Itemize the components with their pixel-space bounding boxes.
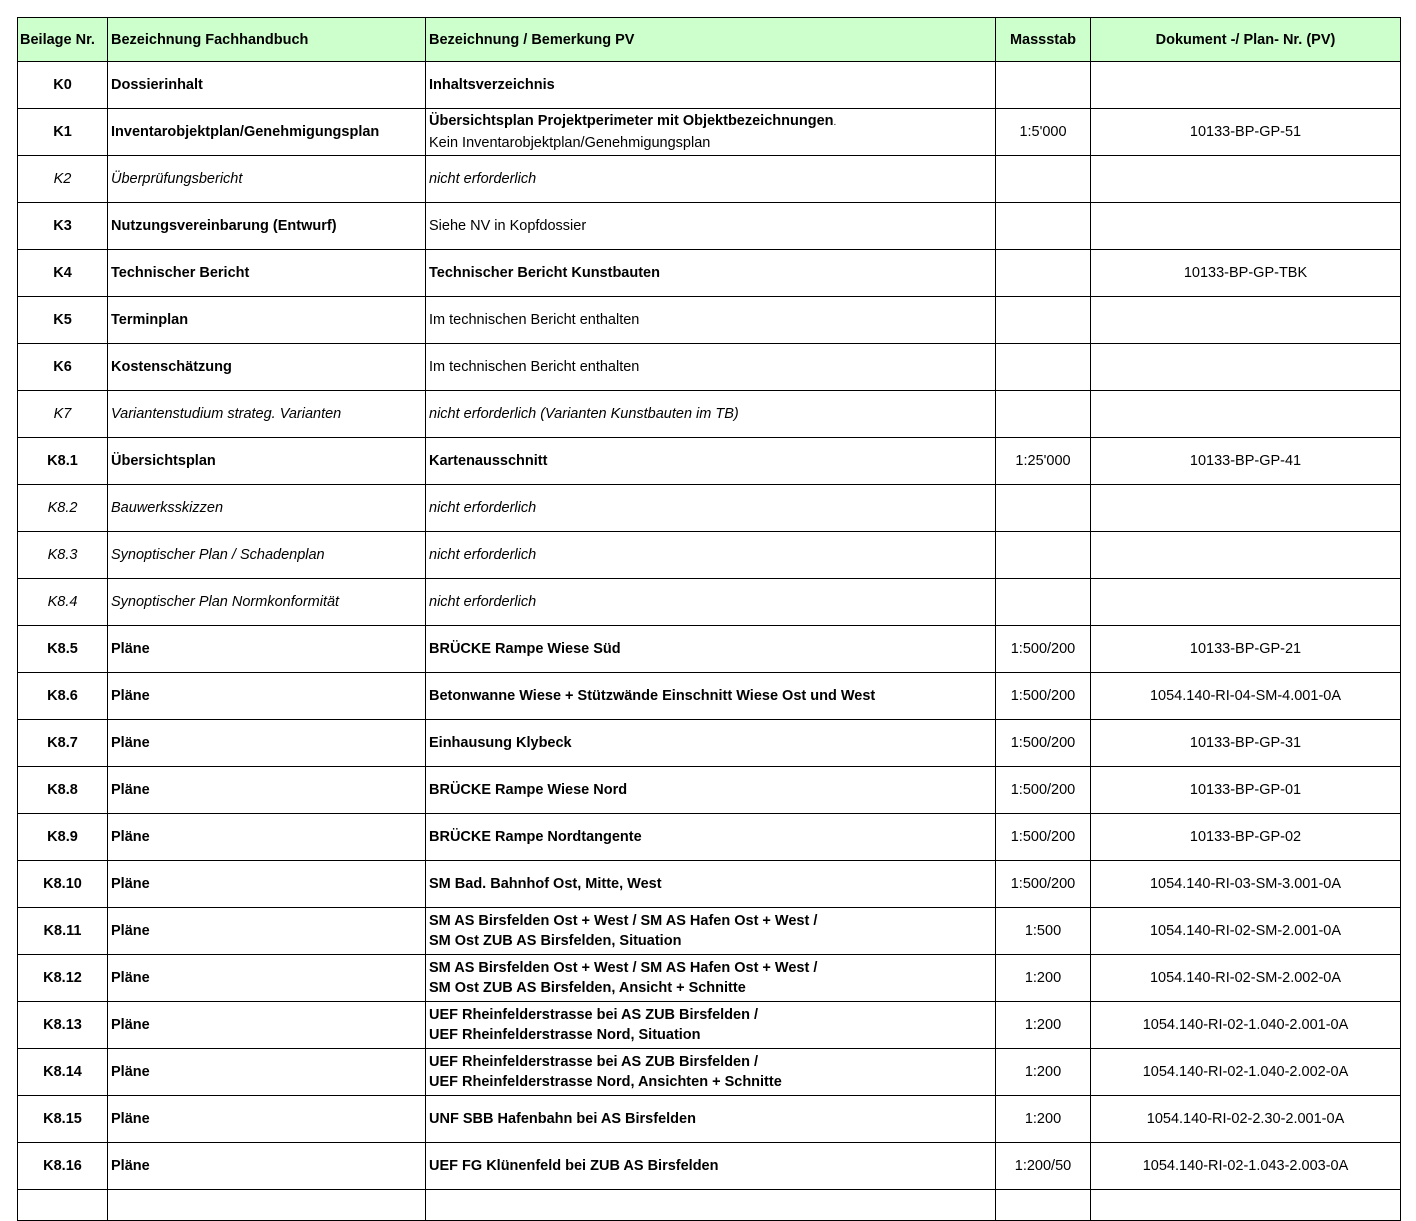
massstab: [996, 297, 1091, 344]
bezeichnung-fachhandbuch: Nutzungsvereinbarung (Entwurf): [108, 203, 426, 250]
massstab: 1:500: [996, 908, 1091, 955]
bezeichnung-pv: Inhaltsverzeichnis: [426, 62, 996, 109]
beilage-nr: K1: [18, 109, 108, 156]
dokument-nr: 1054.140-RI-02-SM-2.002-0A: [1091, 955, 1401, 1002]
dokument-nr: 10133-BP-GP-02: [1091, 814, 1401, 861]
massstab: [996, 203, 1091, 250]
massstab: 1:200: [996, 1096, 1091, 1143]
beilage-nr: K8.8: [18, 767, 108, 814]
bezeichnung-pv: UEF FG Klünenfeld bei ZUB AS Birsfelden: [426, 1143, 996, 1190]
beilage-nr: K8.2: [18, 485, 108, 532]
table-row-empty: [18, 1190, 1401, 1221]
bezeichnung-fachhandbuch: Pläne: [108, 626, 426, 673]
header-row: [18, 18, 1401, 62]
dokument-nr: 1054.140-RI-02-2.30-2.001-0A: [1091, 1096, 1401, 1143]
bezeichnung-pv: [426, 1190, 996, 1221]
beilage-nr: K8.12: [18, 955, 108, 1002]
dokument-nr: 1054.140-RI-02-SM-2.001-0A: [1091, 908, 1401, 955]
dokument-nr: 1054.140-RI-02-1.040-2.001-0A: [1091, 1002, 1401, 1049]
beilage-nr: K0: [18, 62, 108, 109]
bezeichnung-fachhandbuch: Variantenstudium strateg. Varianten: [108, 391, 426, 438]
beilage-nr: K8.6: [18, 673, 108, 720]
bezeichnung-fachhandbuch: Pläne: [108, 861, 426, 908]
beilage-nr: K5: [18, 297, 108, 344]
bezeichnung-pv: BRÜCKE Rampe Wiese Süd: [426, 626, 996, 673]
bezeichnung-fachhandbuch: Pläne: [108, 673, 426, 720]
table-row: [18, 1096, 1401, 1143]
dokument-nr: 10133-BP-GP-41: [1091, 438, 1401, 485]
bezeichnung-pv: nicht erforderlich: [426, 485, 996, 532]
table-row: [18, 673, 1401, 720]
bezeichnung-pv-line-1: [429, 111, 992, 133]
bezeichnung-fachhandbuch: Übersichtsplan: [108, 438, 426, 485]
beilage-nr: K6: [18, 344, 108, 391]
bezeichnung-fachhandbuch: Pläne: [108, 767, 426, 814]
bezeichnung-fachhandbuch: Dossierinhalt: [108, 62, 426, 109]
bezeichnung-fachhandbuch: Bauwerksskizzen: [108, 485, 426, 532]
bezeichnung-pv: nicht erforderlich: [426, 579, 996, 626]
massstab: 1:200: [996, 1002, 1091, 1049]
beilage-nr: K8.15: [18, 1096, 108, 1143]
table-row: [18, 344, 1401, 391]
bezeichnung-pv: BRÜCKE Rampe Wiese Nord: [426, 767, 996, 814]
table-row: [18, 203, 1401, 250]
bezeichnung-pv-line-1: UEF Rheinfelderstrasse bei AS ZUB Birsfelden /: [429, 1054, 759, 1070]
table-row: [18, 955, 1401, 1002]
dokument-nr: [1091, 203, 1401, 250]
dokument-nr: 10133-BP-GP-51: [1091, 109, 1401, 156]
bezeichnung-pv: Einhausung Klybeck: [426, 720, 996, 767]
bezeichnung-fachhandbuch: Technischer Bericht: [108, 250, 426, 297]
beilage-nr: K2: [18, 156, 108, 203]
bezeichnung-fachhandbuch: Synoptischer Plan Normkonformität: [108, 579, 426, 626]
massstab: 1:500/200: [996, 673, 1091, 720]
bezeichnung-pv: BRÜCKE Rampe Nordtangente: [426, 814, 996, 861]
massstab: [996, 156, 1091, 203]
dokument-nr: [1091, 391, 1401, 438]
table-row: [18, 62, 1401, 109]
dokument-nr: [1091, 62, 1401, 109]
table-row: [18, 626, 1401, 673]
bezeichnung-fachhandbuch: Inventarobjektplan/Genehmigungsplan: [108, 109, 426, 156]
massstab: 1:500/200: [996, 720, 1091, 767]
massstab: [996, 485, 1091, 532]
table-row: [18, 297, 1401, 344]
bezeichnung-pv: nicht erforderlich: [426, 156, 996, 203]
bezeichnung-fachhandbuch: Kostenschätzung: [108, 344, 426, 391]
massstab: 1:200: [996, 1049, 1091, 1096]
beilage-nr: K8.9: [18, 814, 108, 861]
beilage-nr: K8.1: [18, 438, 108, 485]
bezeichnung-fachhandbuch: Pläne: [108, 955, 426, 1002]
massstab: [996, 391, 1091, 438]
massstab: 1:500/200: [996, 814, 1091, 861]
bezeichnung-pv-line-1: UEF Rheinfelderstrasse bei AS ZUB Birsfelden /: [429, 1007, 759, 1023]
bezeichnung-pv: nicht erforderlich: [426, 532, 996, 579]
table-row: [18, 1002, 1401, 1049]
beilage-nr: K8.4: [18, 579, 108, 626]
bezeichnung-fachhandbuch: Pläne: [108, 1002, 426, 1049]
bezeichnung-pv-bold: Übersichtsplan Projektperimeter mit Objektbezeichnungen: [429, 113, 834, 129]
bezeichnung-pv-line-1: SM AS Birsfelden Ost + West / SM AS Hafen Ost + West /: [429, 913, 818, 929]
dokument-nr: 10133-BP-GP-31: [1091, 720, 1401, 767]
beilage-nr: K8.11: [18, 908, 108, 955]
bezeichnung-fachhandbuch: Pläne: [108, 908, 426, 955]
massstab: 1:25'000: [996, 438, 1091, 485]
dokument-nr: 1054.140-RI-02-1.043-2.003-0A: [1091, 1143, 1401, 1190]
bezeichnung-fachhandbuch: Überprüfungsbericht: [108, 156, 426, 203]
bezeichnung-pv: Siehe NV in Kopfdossier: [426, 203, 996, 250]
dokument-nr: 1054.140-RI-02-1.040-2.002-0A: [1091, 1049, 1401, 1096]
beilage-nr: [18, 1190, 108, 1221]
bezeichnung-fachhandbuch: Terminplan: [108, 297, 426, 344]
table-row: [18, 1049, 1401, 1096]
table-row: [18, 579, 1401, 626]
massstab: [996, 250, 1091, 297]
bezeichnung-pv: Betonwanne Wiese + Stützwände Einschnitt Wiese Ost und West: [426, 673, 996, 720]
bezeichnung-pv: [426, 109, 996, 156]
header-bezeichnung-pv: Bezeichnung / Bemerkung PV: [426, 18, 996, 62]
bezeichnung-pv: UNF SBB Hafenbahn bei AS Birsfelden: [426, 1096, 996, 1143]
massstab: [996, 344, 1091, 391]
table-row: [18, 861, 1401, 908]
massstab: 1:500/200: [996, 861, 1091, 908]
dokument-nr: [1091, 297, 1401, 344]
massstab: [996, 1190, 1091, 1221]
bezeichnung-fachhandbuch: Pläne: [108, 720, 426, 767]
dokument-nr: [1091, 532, 1401, 579]
beilage-nr: K4: [18, 250, 108, 297]
bezeichnung-fachhandbuch: Pläne: [108, 1049, 426, 1096]
table-row: [18, 438, 1401, 485]
beilage-nr: K8.3: [18, 532, 108, 579]
massstab: [996, 579, 1091, 626]
table-row: [18, 908, 1401, 955]
header-beilage-nr: Beilage Nr.: [18, 18, 108, 62]
bezeichnung-pv-line-2: SM Ost ZUB AS Birsfelden, Situation: [429, 933, 682, 949]
bezeichnung-pv: Im technischen Bericht enthalten: [426, 297, 996, 344]
table-row: [18, 1143, 1401, 1190]
bezeichnung-pv: [426, 1049, 996, 1096]
bezeichnung-fachhandbuch: [108, 1190, 426, 1221]
bezeichnung-pv: Kartenausschnitt: [426, 438, 996, 485]
table-row: [18, 720, 1401, 767]
bezeichnung-fachhandbuch: Synoptischer Plan / Schadenplan: [108, 532, 426, 579]
beilage-nr: K8.5: [18, 626, 108, 673]
massstab: 1:500/200: [996, 767, 1091, 814]
header-dokument-nr: Dokument -/ Plan- Nr. (PV): [1091, 18, 1401, 62]
dokument-nr: 1054.140-RI-03-SM-3.001-0A: [1091, 861, 1401, 908]
bezeichnung-pv-line-2: UEF Rheinfelderstrasse Nord, Ansichten + Schnitte: [429, 1074, 782, 1090]
dokument-nr: [1091, 1190, 1401, 1221]
table-row: [18, 250, 1401, 297]
table-row: [18, 532, 1401, 579]
table-row: [18, 109, 1401, 156]
bezeichnung-pv-line-2: UEF Rheinfelderstrasse Nord, Situation: [429, 1027, 701, 1043]
bezeichnung-pv-line-2: SM Ost ZUB AS Birsfelden, Ansicht + Schnitte: [429, 980, 746, 996]
table-row: [18, 156, 1401, 203]
bezeichnung-fachhandbuch: Pläne: [108, 814, 426, 861]
header-massstab: Massstab: [996, 18, 1091, 62]
dokument-nr: 1054.140-RI-04-SM-4.001-0A: [1091, 673, 1401, 720]
table-row: [18, 767, 1401, 814]
table-row: [18, 391, 1401, 438]
massstab: 1:500/200: [996, 626, 1091, 673]
bezeichnung-pv-dot: .: [833, 117, 837, 128]
bezeichnung-pv: [426, 1002, 996, 1049]
beilage-nr: K3: [18, 203, 108, 250]
document-list-table: [17, 17, 1401, 1221]
dokument-nr: 10133-BP-GP-01: [1091, 767, 1401, 814]
dokument-nr: [1091, 344, 1401, 391]
header-bezeichnung-fachhandbuch: Bezeichnung Fachhandbuch: [108, 18, 426, 62]
bezeichnung-pv-line-1: SM AS Birsfelden Ost + West / SM AS Hafen Ost + West /: [429, 960, 818, 976]
bezeichnung-pv: Im technischen Bericht enthalten: [426, 344, 996, 391]
bezeichnung-pv-line-2: Kein Inventarobjektplan/Genehmigungsplan: [429, 135, 711, 151]
bezeichnung-fachhandbuch: Pläne: [108, 1096, 426, 1143]
dokument-nr: [1091, 156, 1401, 203]
bezeichnung-pv: nicht erforderlich (Varianten Kunstbauten im TB): [426, 391, 996, 438]
massstab: [996, 532, 1091, 579]
massstab: 1:200: [996, 955, 1091, 1002]
table-row: [18, 485, 1401, 532]
table-row: [18, 814, 1401, 861]
dokument-nr: [1091, 485, 1401, 532]
massstab: [996, 62, 1091, 109]
bezeichnung-pv: [426, 908, 996, 955]
bezeichnung-pv: SM Bad. Bahnhof Ost, Mitte, West: [426, 861, 996, 908]
dokument-nr: 10133-BP-GP-21: [1091, 626, 1401, 673]
beilage-nr: K8.13: [18, 1002, 108, 1049]
beilage-nr: K8.16: [18, 1143, 108, 1190]
beilage-nr: K8.7: [18, 720, 108, 767]
bezeichnung-pv: Technischer Bericht Kunstbauten: [426, 250, 996, 297]
beilage-nr: K8.14: [18, 1049, 108, 1096]
beilage-nr: K8.10: [18, 861, 108, 908]
bezeichnung-fachhandbuch: Pläne: [108, 1143, 426, 1190]
beilage-nr: K7: [18, 391, 108, 438]
massstab: 1:200/50: [996, 1143, 1091, 1190]
dokument-nr: 10133-BP-GP-TBK: [1091, 250, 1401, 297]
bezeichnung-pv: [426, 955, 996, 1002]
massstab: 1:5'000: [996, 109, 1091, 156]
dokument-nr: [1091, 579, 1401, 626]
